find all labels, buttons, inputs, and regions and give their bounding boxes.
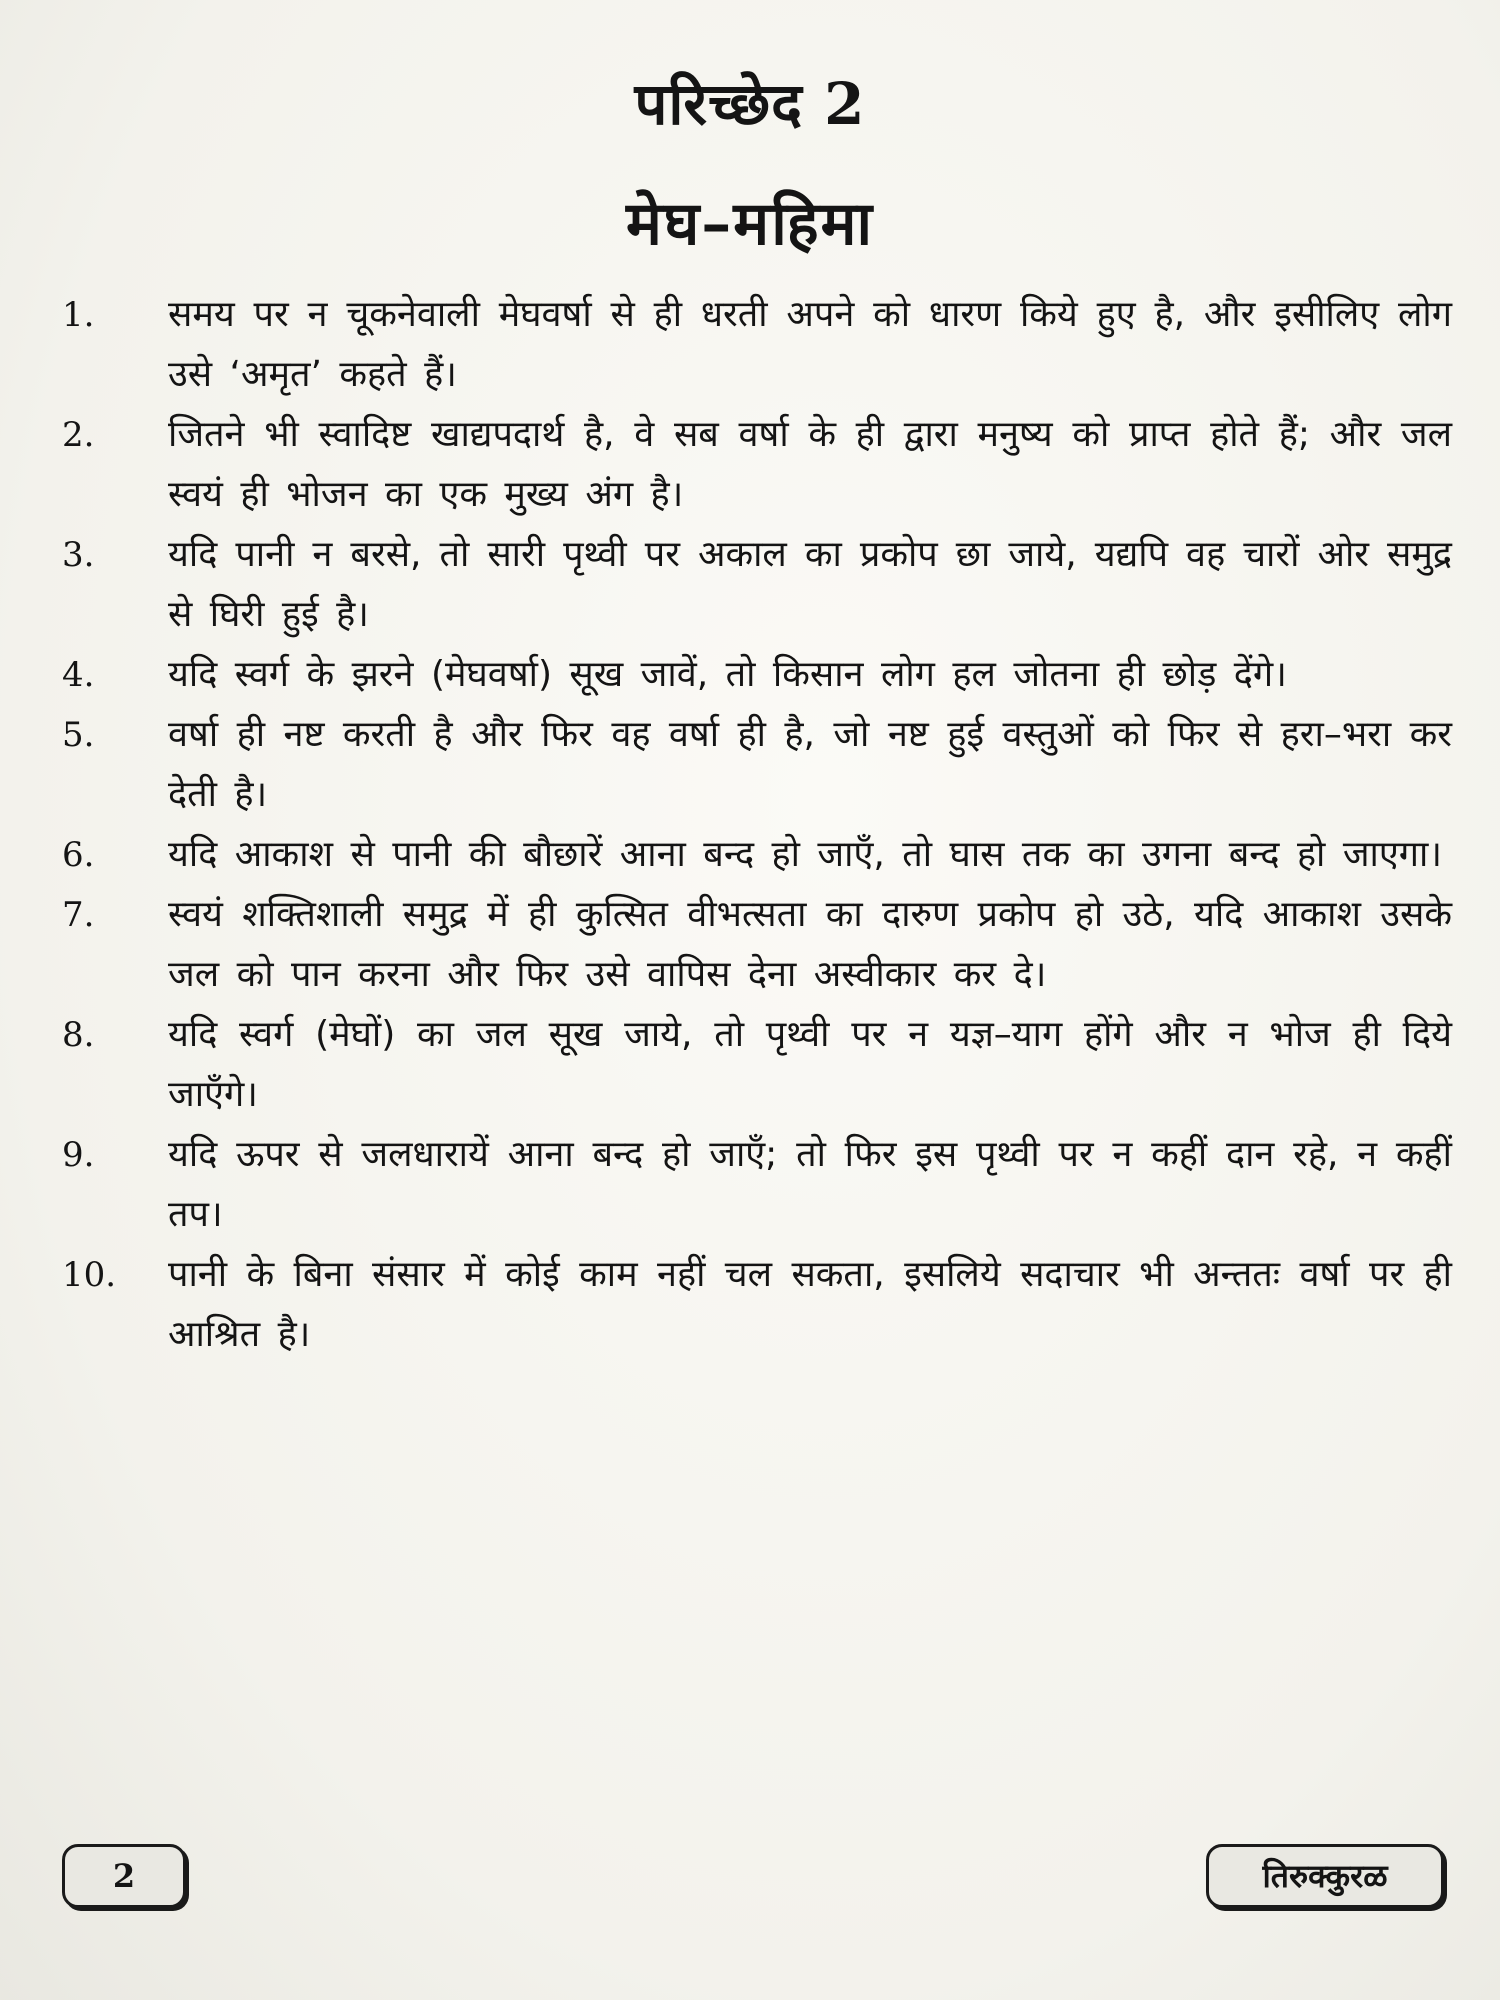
verse-list bbox=[62, 285, 1452, 1365]
verse-text: यदि पानी न बरसे, तो सारी पृथ्वी पर अकाल का प्रकोप छा जाये, यद्यपि वह चारों ओर समुद्र से घिरी हुई है। bbox=[168, 534, 1452, 635]
page-number-badge: 2 bbox=[62, 1844, 186, 1908]
verse-text: यदि स्वर्ग (मेघों) का जल सूख जाये, तो पृथ्वी पर न यज्ञ–याग होंगे और न भोज ही दिये जाएँगे। bbox=[168, 1014, 1452, 1115]
verse-item bbox=[62, 825, 1452, 885]
verse-number: 2. bbox=[62, 415, 95, 455]
verse-text: यदि ऊपर से जलधारायें आना बन्द हो जाएँ; तो फिर इस पृथ्वी पर न कहीं दान रहे, न कहीं तप। bbox=[168, 1134, 1452, 1235]
verse-text: जितने भी स्वादिष्ट खाद्यपदार्थ है, वे सब वर्षा के ही द्वारा मनुष्य को प्राप्त होते हैं; और जल स्वयं ही भोजन का एक मुख्य अंग है। bbox=[168, 414, 1452, 515]
chapter-heading: परिच्छेद 2 bbox=[634, 70, 866, 138]
verse-item bbox=[62, 705, 1452, 825]
verse-item bbox=[62, 405, 1452, 525]
verse-number: 3. bbox=[62, 535, 95, 575]
verse-item bbox=[62, 885, 1452, 1005]
verse-number: 4. bbox=[62, 655, 95, 695]
verse-number: 10. bbox=[62, 1255, 117, 1295]
verse-item bbox=[62, 1125, 1452, 1245]
verse-item bbox=[62, 525, 1452, 645]
verse-text: यदि स्वर्ग के झरने (मेघवर्षा) सूख जावें, तो किसान लोग हल जोतना ही छोड़ देंगे। bbox=[168, 654, 1287, 695]
verse-number: 6. bbox=[62, 835, 95, 875]
verse-number: 5. bbox=[62, 715, 95, 755]
verse-number: 7. bbox=[62, 895, 95, 935]
section-title: मेघ–महिमा bbox=[625, 189, 875, 259]
verse-number: 1. bbox=[62, 295, 95, 335]
verse-item bbox=[62, 1245, 1452, 1365]
verse-text: यदि आकाश से पानी की बौछारें आना बन्द हो जाएँ, तो घास तक का उगना बन्द हो जाएगा। bbox=[168, 834, 1443, 875]
verse-text: समय पर न चूकनेवाली मेघवर्षा से ही धरती अपने को धारण किये हुए है, और इसीलिए लोग उसे ‘अमृत’ कहते हैं। bbox=[168, 294, 1452, 395]
verse-text: वर्षा ही नष्ट करती है और फिर वह वर्षा ही है, जो नष्ट हुई वस्तुओं को फिर से हरा–भरा कर देती है। bbox=[168, 714, 1452, 815]
book-title-badge: तिरुक्कुरळ bbox=[1206, 1844, 1444, 1908]
verse-number: 8. bbox=[62, 1015, 95, 1055]
verse-number: 9. bbox=[62, 1135, 95, 1175]
verse-text: स्वयं शक्तिशाली समुद्र में ही कुत्सित वीभत्सता का दारुण प्रकोप हो उठे, यदि आकाश उसके जल को पान करना और फिर उसे वापिस देना अस्वीकार कर दे। bbox=[168, 894, 1452, 995]
verse-item bbox=[62, 645, 1452, 705]
verse-item bbox=[62, 285, 1452, 405]
verse-item bbox=[62, 1005, 1452, 1125]
verse-text: पानी के बिना संसार में कोई काम नहीं चल सकता, इसलिये सदाचार भी अन्ततः वर्षा पर ही आश्रित है। bbox=[168, 1254, 1452, 1355]
